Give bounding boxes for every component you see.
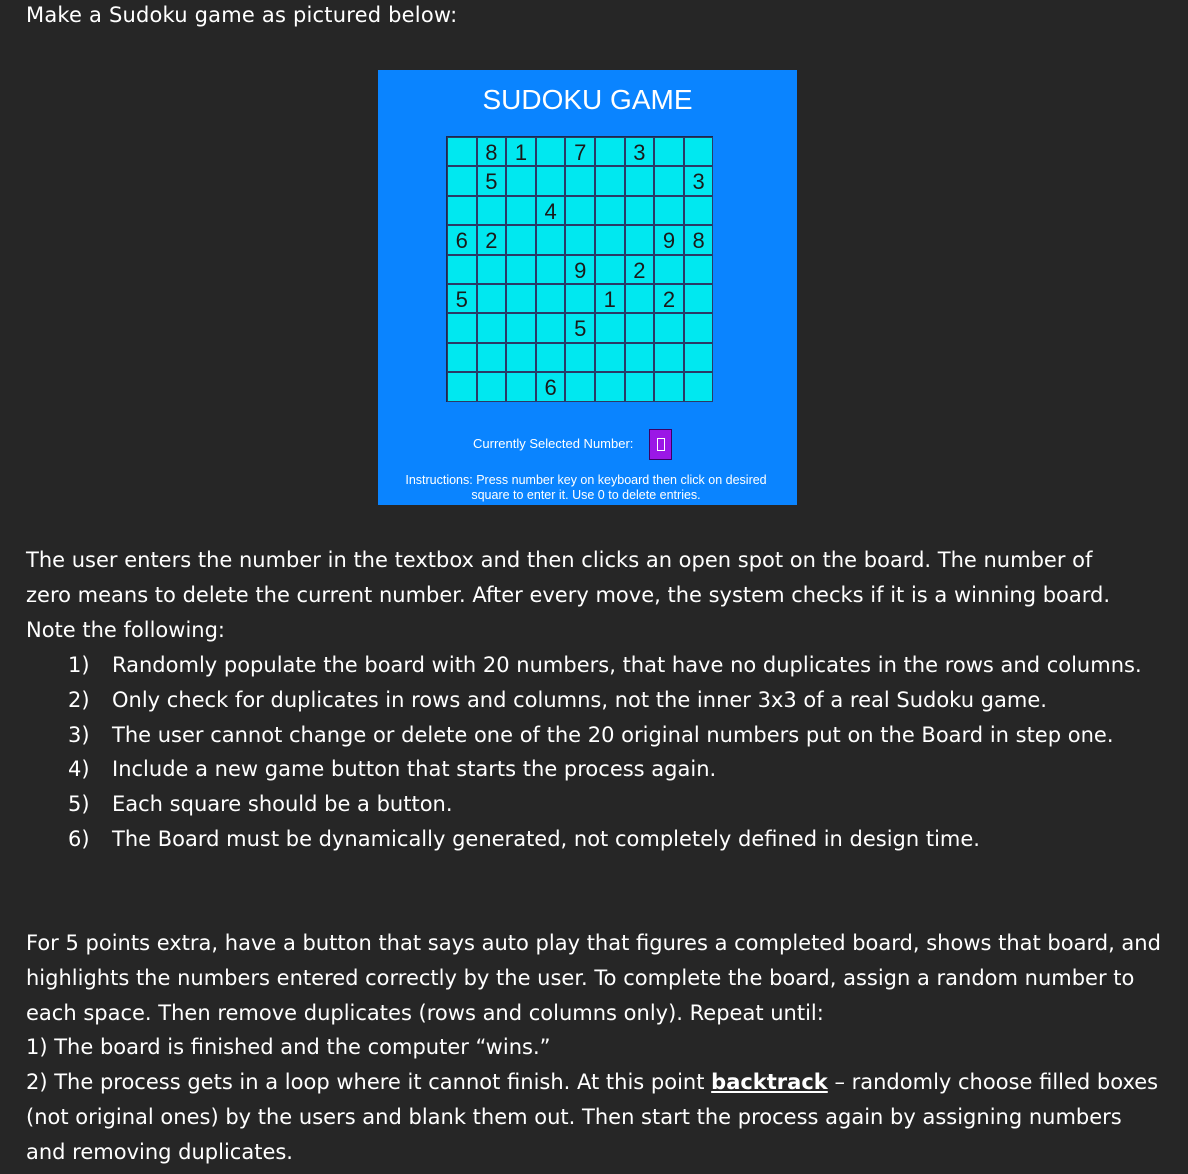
- board-cell[interactable]: [447, 166, 477, 195]
- board-cell[interactable]: [565, 225, 595, 254]
- board-cell[interactable]: [654, 343, 684, 372]
- board-cell[interactable]: [506, 284, 536, 313]
- board-cell[interactable]: 3: [625, 137, 655, 166]
- board-cell[interactable]: [536, 225, 566, 254]
- extra-credit-condition-2: 2) The process gets in a loop where it cannot finish. At this point backtrack – randomly choose filled boxes (not original ones) by the users and blank them out. Then start the process again by assigning numbers and removing duplicates.: [26, 1070, 1159, 1164]
- board-cell[interactable]: [595, 343, 625, 372]
- board-cell[interactable]: [684, 313, 714, 342]
- board-cell[interactable]: [506, 196, 536, 225]
- board-cell[interactable]: [536, 255, 566, 284]
- extra-credit-paragraph: For 5 points extra, have a button that says auto play that figures a completed board, shows that board, and highlights the numbers entered correctly by the user. To complete the board, assign a random number to each space. Then remove duplicates (rows and columns only). Repeat until:: [26, 931, 1161, 1025]
- board-cell[interactable]: [595, 166, 625, 195]
- game-title: SUDOKU GAME: [482, 84, 693, 115]
- board-cell[interactable]: 5: [447, 284, 477, 313]
- board-cell[interactable]: [654, 372, 684, 401]
- description-line-1: The user enters the number in the textbox and then clicks an open spot on the board. The number of: [26, 548, 1093, 572]
- board-cell[interactable]: 4: [536, 196, 566, 225]
- board-cell[interactable]: 3: [684, 166, 714, 195]
- board-cell[interactable]: [654, 255, 684, 284]
- board-cell[interactable]: 5: [565, 313, 595, 342]
- sudoku-game-screenshot: [378, 70, 797, 505]
- board-cell[interactable]: [595, 196, 625, 225]
- sudoku-board: [446, 136, 713, 402]
- board-cell[interactable]: [536, 137, 566, 166]
- board-cell[interactable]: [595, 225, 625, 254]
- board-cell[interactable]: [625, 284, 655, 313]
- board-cell[interactable]: 6: [536, 372, 566, 401]
- board-cell[interactable]: [477, 196, 507, 225]
- board-cell[interactable]: [506, 225, 536, 254]
- board-cell[interactable]: [654, 137, 684, 166]
- board-cell[interactable]: [565, 284, 595, 313]
- board-cell[interactable]: 2: [654, 284, 684, 313]
- board-cell[interactable]: [506, 166, 536, 195]
- board-cell[interactable]: [684, 372, 714, 401]
- list-item: 2) Only check for duplicates in rows and columns, not the inner 3x3 of a real Sudoku game.: [68, 687, 1047, 712]
- board-cell[interactable]: [684, 255, 714, 284]
- board-cell[interactable]: 1: [595, 284, 625, 313]
- extra-credit-section: [26, 926, 1166, 1170]
- board-cell[interactable]: [447, 137, 477, 166]
- board-cell[interactable]: [625, 225, 655, 254]
- board-cell[interactable]: [447, 372, 477, 401]
- board-cell[interactable]: [477, 343, 507, 372]
- board-cell[interactable]: [625, 313, 655, 342]
- board-cell[interactable]: 8: [477, 137, 507, 166]
- board-cell[interactable]: 9: [654, 225, 684, 254]
- board-cell[interactable]: [565, 372, 595, 401]
- selected-number-label: Currently Selected Number:: [473, 436, 634, 451]
- board-cell[interactable]: 7: [565, 137, 595, 166]
- board-cell[interactable]: [565, 343, 595, 372]
- board-cell[interactable]: 2: [477, 225, 507, 254]
- requirements-list: [68, 648, 1178, 857]
- board-cell[interactable]: [506, 372, 536, 401]
- board-cell[interactable]: [654, 313, 684, 342]
- board-cell[interactable]: [684, 196, 714, 225]
- board-cell[interactable]: [595, 255, 625, 284]
- board-cell[interactable]: [447, 255, 477, 284]
- board-cell[interactable]: [565, 196, 595, 225]
- board-cell[interactable]: [536, 284, 566, 313]
- board-cell[interactable]: [595, 313, 625, 342]
- board-cell[interactable]: [684, 137, 714, 166]
- board-cell[interactable]: [536, 166, 566, 195]
- backtrack-link[interactable]: backtrack: [711, 1070, 828, 1095]
- board-cell[interactable]: 8: [684, 225, 714, 254]
- board-cell[interactable]: [625, 343, 655, 372]
- board-cell[interactable]: [625, 372, 655, 401]
- description-line-3: Note the following:: [26, 618, 226, 642]
- list-item: 3) The user cannot change or delete one of the 20 original numbers put on the Board in step one.: [68, 722, 1114, 747]
- list-item: 1) Randomly populate the board with 20 numbers, that have no duplicates in the rows and columns.: [68, 653, 1142, 677]
- board-cell[interactable]: [447, 196, 477, 225]
- intro-text: Make a Sudoku game as pictured below:: [26, 3, 458, 27]
- board-cell[interactable]: [506, 255, 536, 284]
- board-cell[interactable]: [536, 313, 566, 342]
- board-cell[interactable]: 1: [506, 137, 536, 166]
- board-cell[interactable]: [654, 196, 684, 225]
- board-cell[interactable]: [654, 166, 684, 195]
- board-cell[interactable]: 5: [477, 166, 507, 195]
- board-cell[interactable]: [477, 284, 507, 313]
- list-item: 6) The Board must be dynamically generated, not completely defined in design time.: [68, 826, 980, 851]
- board-cell[interactable]: [506, 343, 536, 372]
- game-instructions: Instructions: Press number key on keyboard then click on desired square to enter it. Use 0 to delete entries.: [405, 473, 767, 502]
- extra-credit-condition-1: 1) The board is finished and the computer “wins.”: [26, 1035, 551, 1060]
- list-item: 5) Each square should be a button.: [68, 792, 453, 817]
- empty-glyph-icon: [657, 438, 665, 451]
- board-cell[interactable]: [447, 313, 477, 342]
- board-cell[interactable]: [447, 343, 477, 372]
- board-cell[interactable]: [595, 137, 625, 166]
- description-line-2: zero means to delete the current number. After every move, the system checks if it is a winning board.: [26, 583, 1111, 607]
- board-cell[interactable]: [684, 343, 714, 372]
- board-cell[interactable]: [477, 372, 507, 401]
- selected-number-textbox[interactable]: [649, 429, 672, 460]
- board-cell[interactable]: [595, 372, 625, 401]
- board-cell[interactable]: [477, 313, 507, 342]
- board-cell[interactable]: 2: [625, 255, 655, 284]
- board-cell[interactable]: [477, 255, 507, 284]
- board-cell[interactable]: [536, 343, 566, 372]
- board-cell[interactable]: [625, 166, 655, 195]
- board-cell[interactable]: [684, 284, 714, 313]
- board-cell[interactable]: 6: [447, 225, 477, 254]
- board-cell[interactable]: [625, 196, 655, 225]
- board-cell[interactable]: 9: [565, 255, 595, 284]
- board-cell[interactable]: [506, 313, 536, 342]
- list-item: 4) Include a new game button that starts the process again.: [68, 757, 717, 782]
- board-cell[interactable]: [565, 166, 595, 195]
